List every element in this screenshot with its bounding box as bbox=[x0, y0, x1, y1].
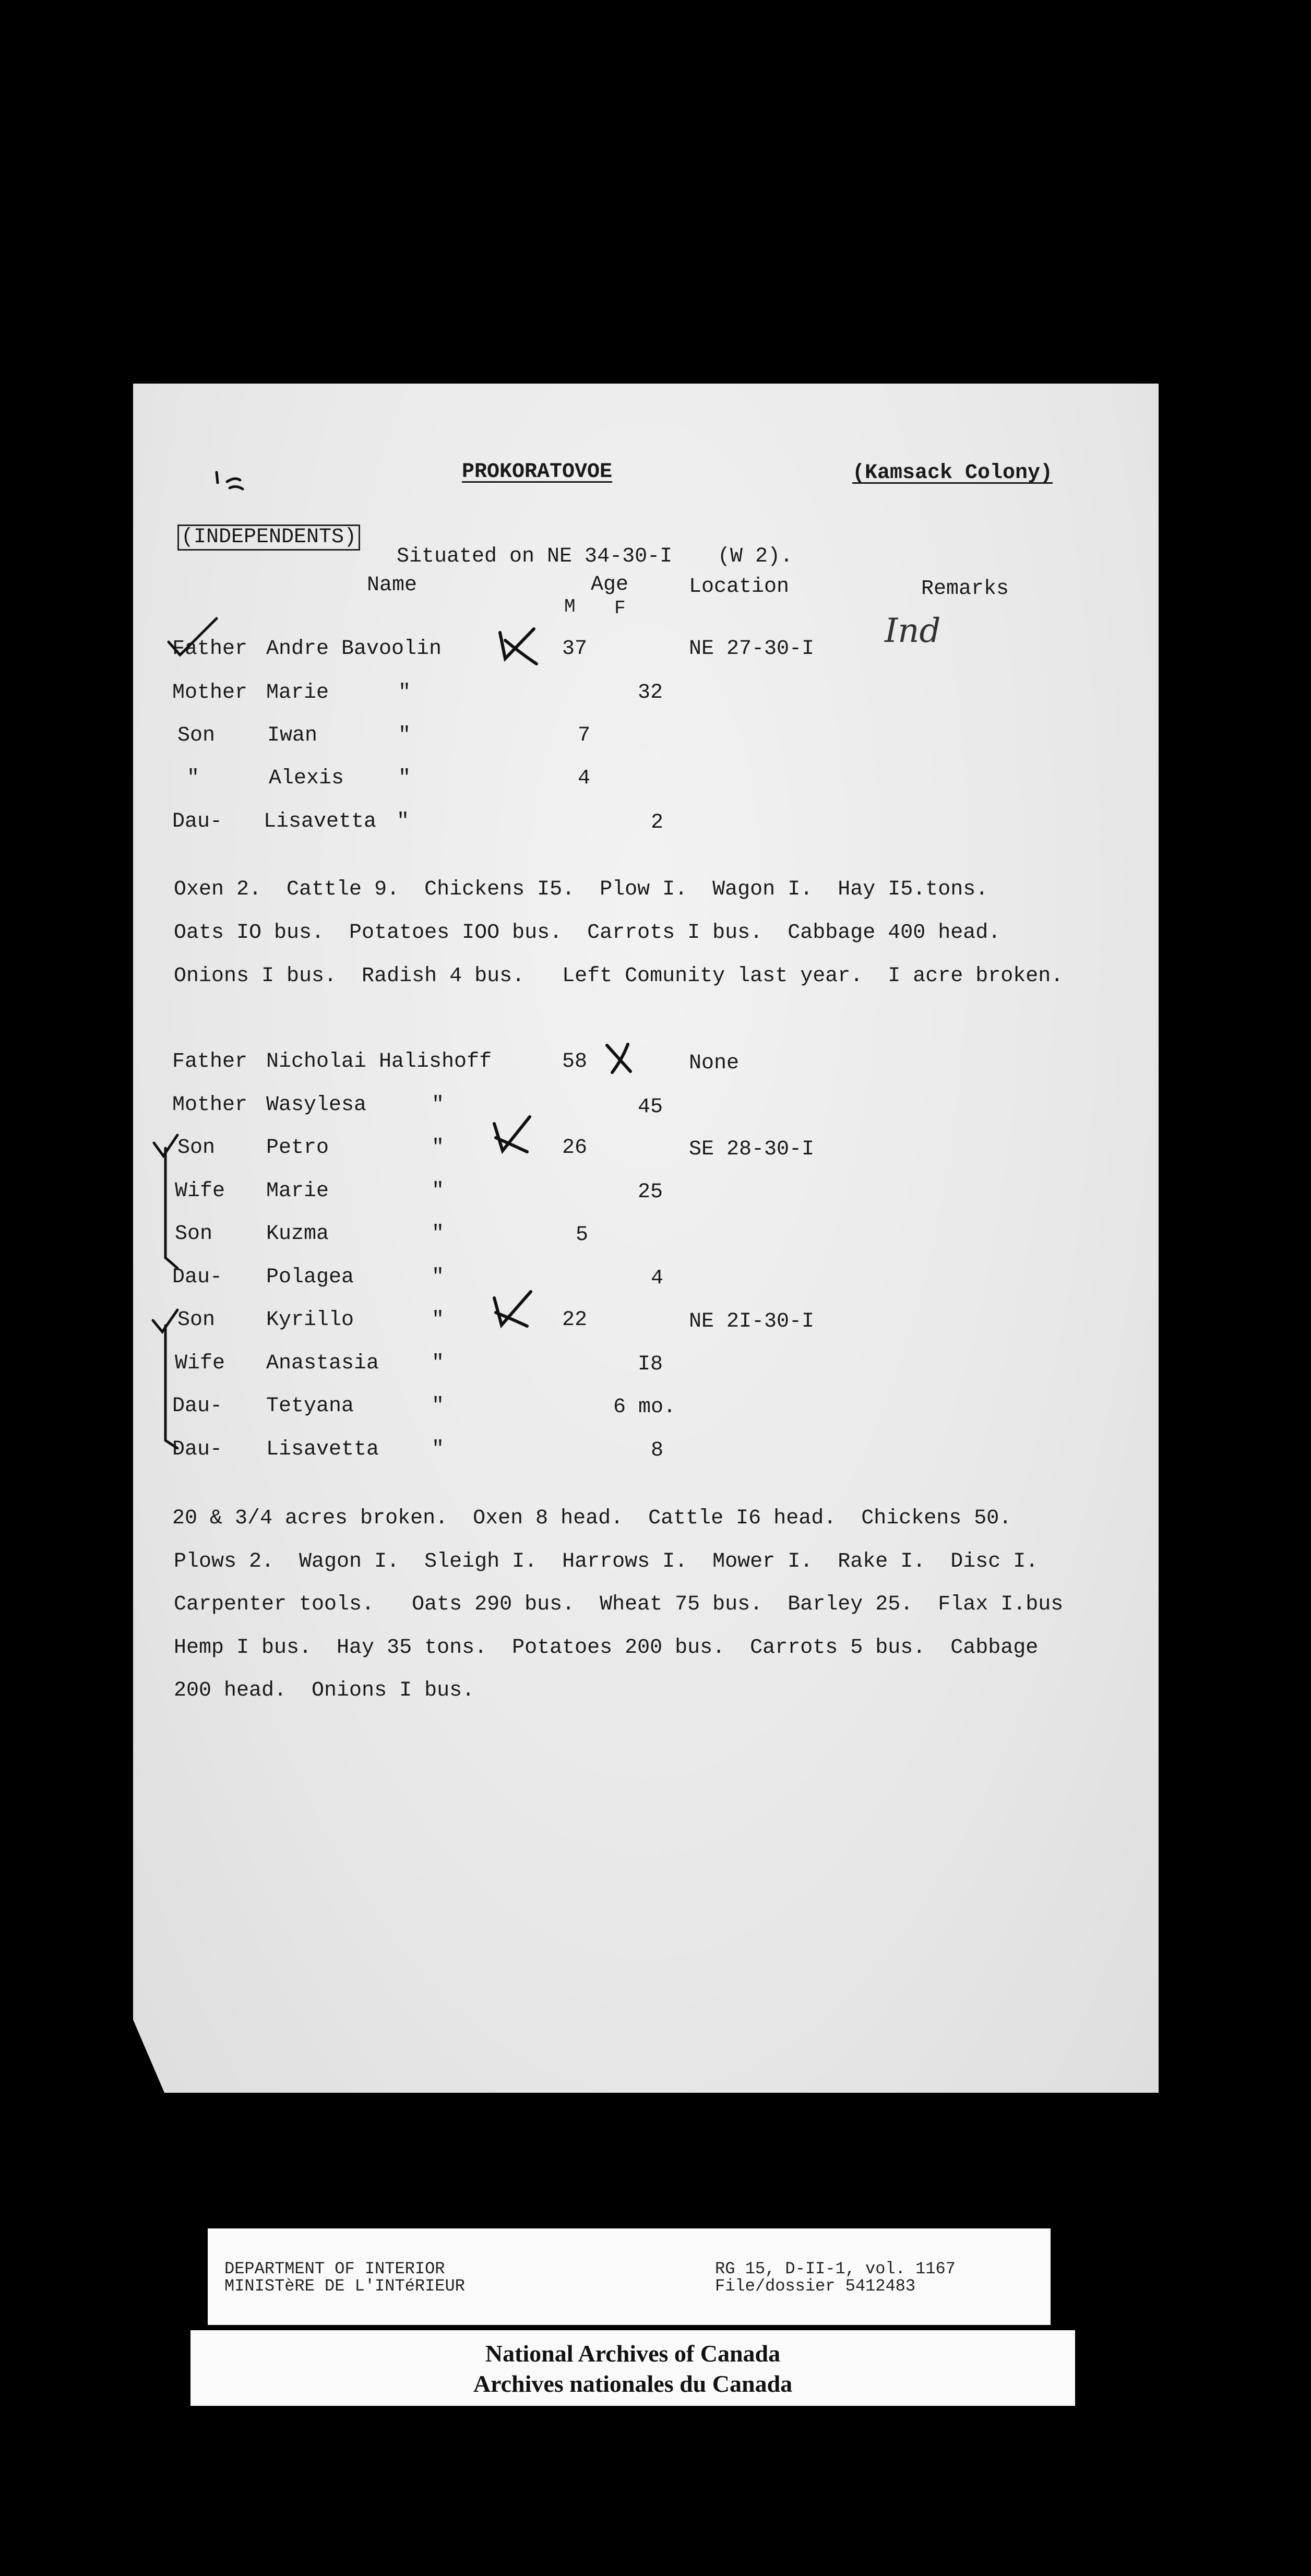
cross-mark bbox=[495, 625, 542, 666]
ditto-mark: " bbox=[432, 1179, 445, 1203]
bracket-mark bbox=[149, 1127, 180, 1273]
archive-name-en: National Archives of Canada bbox=[485, 2340, 781, 2367]
age-m: 5 bbox=[576, 1223, 589, 1247]
column-location: Location bbox=[689, 575, 790, 599]
relation: Dau- bbox=[172, 1438, 223, 1461]
cross-mark bbox=[488, 1287, 535, 1329]
relation: Son bbox=[177, 1136, 216, 1160]
relation: Son bbox=[177, 724, 216, 747]
age-m: 22 bbox=[562, 1308, 588, 1332]
department-en: DEPARTMENT OF INTERIOR bbox=[224, 2259, 445, 2279]
age-f: I8 bbox=[638, 1353, 663, 1376]
note-line: Hemp I bus. Hay 35 tons. Potatoes 200 bus. Carrots 5 bus. Cabbage bbox=[174, 1636, 1039, 1660]
relation: " bbox=[187, 767, 200, 790]
archive-reference-strip bbox=[208, 2228, 1051, 2325]
age-m: 37 bbox=[562, 637, 588, 661]
age-f: 8 bbox=[651, 1439, 664, 1462]
ditto-mark: " bbox=[397, 810, 410, 833]
location: NE 27-30-I bbox=[689, 637, 815, 661]
person-name: Petro bbox=[266, 1136, 329, 1160]
note-line: Onions I bus. Radish 4 bus. Left Comunity last year. I acre broken. bbox=[174, 964, 1064, 988]
situated-label: Situated on NE 34-30-I bbox=[397, 545, 673, 568]
archive-name-fr: Archives nationales du Canada bbox=[473, 2370, 793, 2397]
column-remarks: Remarks bbox=[921, 577, 1009, 601]
group-label: (INDEPENDENTS) bbox=[177, 524, 360, 551]
file-number: File/dossier 5412483 bbox=[715, 2276, 916, 2296]
note-line: Oats IO bus. Potatoes IOO bus. Carrots I bus. Cabbage 400 head. bbox=[174, 921, 1001, 945]
ditto-mark: " bbox=[398, 767, 411, 790]
ditto-mark: " bbox=[398, 724, 411, 747]
relation: Wife bbox=[175, 1352, 225, 1375]
bracket-mark bbox=[149, 1299, 180, 1456]
column-name: Name bbox=[367, 574, 418, 597]
column-f: F bbox=[614, 598, 626, 619]
note-line: 200 head. Onions I bus. bbox=[174, 1679, 475, 1702]
ditto-mark: " bbox=[432, 1136, 445, 1160]
person-name: Lisavetta bbox=[264, 810, 377, 833]
census-page bbox=[133, 384, 1159, 2093]
person-name: Nicholai Halishoff bbox=[266, 1050, 492, 1074]
relation: Father bbox=[172, 637, 248, 661]
age-f: 45 bbox=[638, 1095, 663, 1119]
note-line: Carpenter tools. Oats 290 bus. Wheat 75 bus. Barley 25. Flax I.bus bbox=[174, 1593, 1064, 1616]
ditto-mark: " bbox=[432, 1438, 445, 1461]
person-name: Wasylesa bbox=[266, 1093, 367, 1117]
relation: Mother bbox=[172, 681, 248, 705]
column-m: M bbox=[564, 596, 576, 617]
location: None bbox=[689, 1052, 740, 1075]
age-f: 32 bbox=[638, 681, 663, 705]
age-m: 4 bbox=[578, 767, 591, 790]
relation: Dau- bbox=[172, 1266, 223, 1289]
note-line: Plows 2. Wagon I. Sleigh I. Harrows I. Mower I. Rake I. Disc I. bbox=[174, 1550, 1039, 1573]
age-m: 7 bbox=[578, 724, 591, 747]
ditto-mark: " bbox=[432, 1266, 445, 1289]
note-line: Oxen 2. Cattle 9. Chickens I5. Plow I. Wagon I. Hay I5.tons. bbox=[174, 878, 988, 901]
person-name: Alexis bbox=[269, 767, 344, 790]
age-f: 6 mo. bbox=[613, 1396, 676, 1419]
cross-mark bbox=[488, 1114, 535, 1156]
ditto-mark: " bbox=[398, 681, 411, 705]
age-m: 26 bbox=[562, 1136, 588, 1160]
ditto-mark: " bbox=[432, 1308, 445, 1332]
ditto-mark: " bbox=[432, 1394, 445, 1418]
relation: Son bbox=[175, 1222, 213, 1246]
relation: Son bbox=[177, 1308, 216, 1332]
department-fr: MINISTèRE DE L'INTéRIEUR bbox=[224, 2276, 465, 2296]
colony-title: (Kamsack Colony) bbox=[852, 461, 1053, 485]
relation: Dau- bbox=[172, 1394, 223, 1418]
relation: Dau- bbox=[172, 810, 223, 833]
ditto-mark: " bbox=[432, 1093, 445, 1117]
relation: Father bbox=[172, 1050, 248, 1074]
person-name: Kyrillo bbox=[266, 1308, 354, 1332]
age-f: 25 bbox=[638, 1180, 663, 1204]
age-f: 4 bbox=[651, 1267, 664, 1290]
person-name: Andre Bavoolin bbox=[266, 637, 442, 661]
settlement-title: PROKORATOVOE bbox=[462, 460, 613, 484]
handwritten-remark: Ind bbox=[885, 612, 941, 650]
record-group-ref: RG 15, D-II-1, vol. 1167 bbox=[715, 2259, 956, 2279]
archive-name-strip bbox=[190, 2330, 1075, 2406]
person-name: Lisavetta bbox=[266, 1438, 379, 1461]
person-name: Marie bbox=[266, 681, 329, 705]
note-line: 20 & 3/4 acres broken. Oxen 8 head. Cattle I6 head. Chickens 50. bbox=[172, 1507, 1012, 1530]
person-name: Anastasia bbox=[266, 1352, 379, 1375]
page-corner-fold bbox=[133, 2020, 164, 2093]
location: NE 2I-30-I bbox=[689, 1310, 815, 1333]
relation: Mother bbox=[172, 1093, 248, 1117]
person-name: Iwan bbox=[267, 724, 318, 747]
ditto-mark: " bbox=[432, 1352, 445, 1375]
relation: Wife bbox=[175, 1179, 225, 1203]
ditto-mark: " bbox=[432, 1222, 445, 1246]
meridian-label: (W 2). bbox=[718, 545, 793, 568]
age-f: 2 bbox=[651, 811, 664, 834]
check-mark bbox=[164, 613, 222, 660]
cross-mark bbox=[602, 1040, 638, 1077]
column-age: Age bbox=[591, 573, 629, 597]
person-name: Polagea bbox=[266, 1266, 354, 1289]
pencil-scribble-mark bbox=[211, 462, 253, 498]
person-name: Marie bbox=[266, 1179, 329, 1203]
person-name: Kuzma bbox=[266, 1222, 329, 1246]
location: SE 28-30-I bbox=[689, 1138, 815, 1161]
age-m: 58 bbox=[562, 1050, 588, 1074]
person-name: Tetyana bbox=[266, 1394, 354, 1418]
